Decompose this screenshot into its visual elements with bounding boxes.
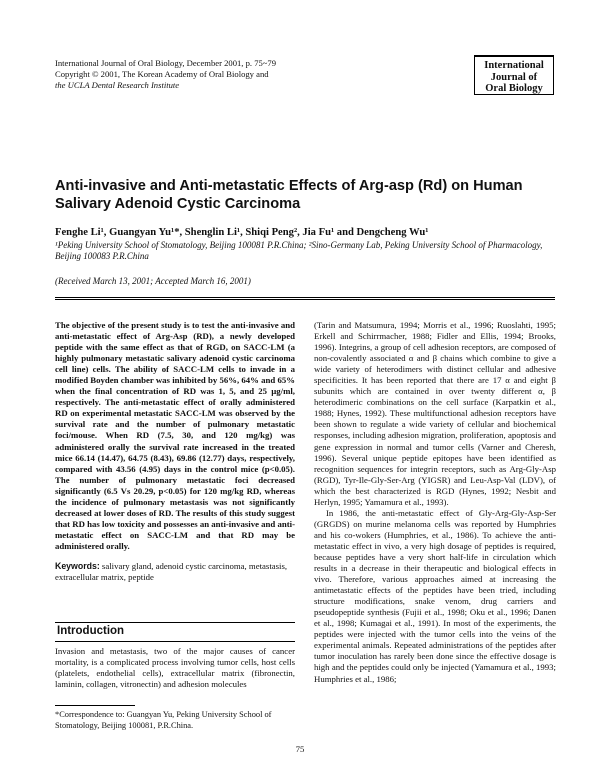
header-rule-thin [55, 297, 555, 298]
intro-paragraph: Invasion and metastasis, two of the major causes of cancer mortality, is a complicated process involving tumor cells, host cells (platelets, endothelial cells), extracellular matrix (fibronectin, laminin, collagen, vitronectin) and adhesion molecules [55, 646, 295, 690]
page-number: 75 [295, 744, 305, 754]
correspondence-footnote: *Correspondence to: Guangyan Yu, Peking University School of Stomatology, Beijing 100081, P.R.China. [55, 710, 272, 730]
journal-citation [55, 58, 355, 91]
brand-line-3: Oral Biology [485, 83, 543, 94]
abstract: The objective of the present study is to test the anti-invasive and anti-metastatic effect of Arg-Asp (RD), a newly developed peptide with the same effect as that of RGD, on SACC-LM (a highly pulmonary metastatic salivary adenoid cystic carcinoma cell line) cells. The ability of SACC-LM cells to invade in a modified Boyden chamber was inhibited by 56%, 64% and 65% when the final concentration of RD was 1, 5, and 25 µg/ml, respectively. The anti-metastatic effect of orally administered RD on experimental metastatic SACC-LM was observed by the survival rate and the number of pulmonary metastatic foci/mouse. When RD (7.5, 30, and 120 mg/kg) was administered orally the survival rate increased in the treated mice 66.14 (14.47), 64.75 (8.43), 69.86 (12.77) days, respectively, compared with 43.56 (4.95) days in the control mice (p<0.05). The number of pulmonary metastatic foci decreased significantly (6.5 Vs 20.29, p<0.05) for 120 mg/kg RD, whereas the incidence of pulmonary metastasis was not significantly decreased at lower doses of RD. The results of this study suggest that RD has low toxicity and possesses an anti-invasive and anti-metastatic effect on SACC-LM and that RD may be administered orally. [55, 320, 295, 551]
left-column [55, 320, 295, 583]
keywords [55, 561, 295, 583]
keywords-label: Keywords: [55, 560, 100, 571]
keywords-text: salivary gland, adenoid cystic carcinoma, metastasis, extracellular matrix, peptide [55, 560, 288, 583]
right-column [314, 320, 556, 685]
title-line-1: Anti-invasive and Anti-metastatic Effects of Arg-asp (Rd) on Human [55, 178, 523, 194]
header-rule-thick [55, 299, 555, 300]
brand-line-1: International [484, 60, 544, 71]
footnote-rule [55, 705, 135, 706]
journal-line-1: International Journal of Oral Biology, December 2001, p. 75~79 [55, 58, 277, 68]
section-heading-introduction: Introduction [57, 625, 125, 637]
brand-line-2: Journal of [490, 71, 538, 83]
journal-line-2: Copyright © 2001, The Korean Academy of Oral Biology and [55, 69, 269, 79]
journal-line-3: the UCLA Dental Research Institute [55, 80, 180, 90]
author-list: Fenghe Li¹, Guangyan Yu¹*, Shenglin Li¹, Shiqi Peng², Jia Fu¹ and Dengcheng Wu¹ [55, 227, 429, 238]
body-paragraph-2: In 1986, the anti-metastatic effect of Gly-Arg-Gly-Asp-Ser (GRGDS) on murine melanoma cells was reported by Humphries and his co-wokers (Humphries, et al., 1986). To achieve the anti-metastatic effect in vivo, a very high dosage of peptides is required, because peptides have a very short half-life in circulation which results in a decrease in their therapeutic and biological effects in vivo. Therefore, various approaches aimed at increasing the antimetastatic effects of the peptides have been tried, including structure modifications, snake venom, drug carriers and pseudopeptide synthesis (Fujii et al., 1998; Oku et al., 1996; Danen et al., 1998; Kumagai et al., 1991). In most of the experiments, the peptides were injected with the tumor cells into the veins of the experimental animals. Repeated administrations of the peptides after tumor inoculation has rarely been done since the effective dosage is high and the peptides could only be injected (Yamamura et al., 1993; Humphries et al., 1986; [314, 507, 556, 684]
title-line-2: Salivary Adenoid Cystic Carcinoma [55, 196, 301, 212]
affiliations: ¹Peking University School of Stomatology, Beijing 100081 P.R.China; ²Sino-Germany Lab, Peking University School of Pharmacology, Beijing 100083 P.R.China [55, 240, 543, 261]
intro-heading-box [55, 622, 295, 642]
article-title [55, 177, 555, 213]
body-paragraph-1: (Tarin and Matsumura, 1994; Morris et al., 1996; Ruoslahti, 1995; Erkell and Schirrmacher, 1988; Fidler and Ellis, 1994; Brooks, 1996). Integrins, a group of cell adhesion receptors, are composed of non-covalently associated α and β chains which combine to give a wide variety of heterodimers with distinct cellular and adhesive specificities. It has been reported that there are 17 α and eight β subunits which are contained in over twenty different α, β heterodimeric combinations on the cell surface (Karpatkin et al., 1988; Hynes, 1992). These multifunctional adhesion receptors have been shown to regulate a wide variety of cellular and biochemical responses, including adhesion migration, proliferation, apoptosis and gene expression in normal and tumor cells (Varner and Cheresh, 1996). Several unique peptide epitopes have been identified as recognition sequences for integrin receptors, such as Arg-Gly-Asp (RGD), Tyr-Ile-Gly-Ser-Arg (YIGSR) and Leu-Asp-Val (LDV), of which the best characterized is RGD (Hynes, 1992; Nesbit and Herlyn, 1995; Yamamura et al., 1993). [314, 320, 556, 507]
journal-brand-box [474, 55, 554, 95]
received-dates: (Received March 13, 2001; Accepted March 16, 2001) [55, 276, 251, 286]
